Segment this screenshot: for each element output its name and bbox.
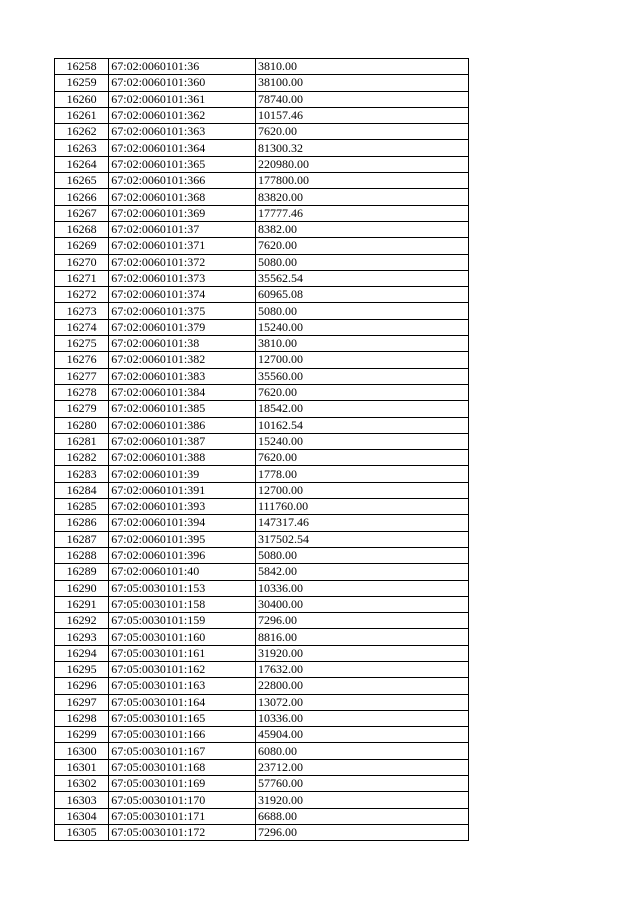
value-cell: 220980.00	[255, 156, 468, 172]
cadastral-number-cell: 67:02:0060101:396	[109, 547, 256, 563]
row-number-cell: 16266	[55, 189, 109, 205]
value-cell: 10336.00	[255, 710, 468, 726]
table-row	[55, 368, 469, 384]
cadastral-number-cell: 67:05:0030101:162	[109, 661, 256, 677]
value-cell: 7296.00	[255, 824, 468, 840]
table-row	[55, 759, 469, 775]
cadastral-number-cell: 67:02:0060101:374	[109, 287, 256, 303]
cadastral-number-cell: 67:02:0060101:40	[109, 564, 256, 580]
row-number-cell: 16287	[55, 531, 109, 547]
table-row	[55, 564, 469, 580]
value-cell: 7296.00	[255, 613, 468, 629]
value-cell: 7620.00	[255, 124, 468, 140]
cadastral-number-cell: 67:02:0060101:39	[109, 466, 256, 482]
cadastral-number-cell: 67:02:0060101:366	[109, 173, 256, 189]
row-number-cell: 16265	[55, 173, 109, 189]
table-row	[55, 254, 469, 270]
table-row	[55, 450, 469, 466]
table-row	[55, 140, 469, 156]
row-number-cell: 16293	[55, 629, 109, 645]
value-cell: 8816.00	[255, 629, 468, 645]
cadastral-number-cell: 67:02:0060101:36	[109, 59, 256, 75]
row-number-cell: 16294	[55, 645, 109, 661]
cadastral-number-cell: 67:02:0060101:363	[109, 124, 256, 140]
table-row	[55, 613, 469, 629]
cadastral-number-cell: 67:05:0030101:163	[109, 678, 256, 694]
value-cell: 10336.00	[255, 580, 468, 596]
table-row	[55, 59, 469, 75]
table-row	[55, 287, 469, 303]
cadastral-number-cell: 67:02:0060101:382	[109, 352, 256, 368]
table-row	[55, 694, 469, 710]
table-row	[55, 336, 469, 352]
value-cell: 5080.00	[255, 547, 468, 563]
cadastral-number-cell: 67:02:0060101:373	[109, 270, 256, 286]
cadastral-number-cell: 67:02:0060101:391	[109, 482, 256, 498]
row-number-cell: 16259	[55, 75, 109, 91]
cadastral-number-cell: 67:05:0030101:172	[109, 824, 256, 840]
value-cell: 35562.54	[255, 270, 468, 286]
value-cell: 6688.00	[255, 808, 468, 824]
table-row	[55, 91, 469, 107]
table-row	[55, 124, 469, 140]
cadastral-number-cell: 67:02:0060101:362	[109, 107, 256, 123]
value-cell: 45904.00	[255, 727, 468, 743]
row-number-cell: 16284	[55, 482, 109, 498]
row-number-cell: 16269	[55, 238, 109, 254]
table-row	[55, 270, 469, 286]
value-cell: 30400.00	[255, 596, 468, 612]
table-row	[55, 303, 469, 319]
row-number-cell: 16267	[55, 205, 109, 221]
cadastral-number-cell: 67:02:0060101:384	[109, 384, 256, 400]
table-row	[55, 433, 469, 449]
table-row	[55, 580, 469, 596]
table-row	[55, 727, 469, 743]
row-number-cell: 16302	[55, 776, 109, 792]
cadastral-number-cell: 67:02:0060101:386	[109, 417, 256, 433]
table-row	[55, 515, 469, 531]
row-number-cell: 16303	[55, 792, 109, 808]
value-cell: 81300.32	[255, 140, 468, 156]
value-cell: 35560.00	[255, 368, 468, 384]
row-number-cell: 16274	[55, 319, 109, 335]
value-cell: 17632.00	[255, 661, 468, 677]
row-number-cell: 16291	[55, 596, 109, 612]
value-cell: 5842.00	[255, 564, 468, 580]
cadastral-number-cell: 67:02:0060101:383	[109, 368, 256, 384]
cadastral-number-cell: 67:05:0030101:167	[109, 743, 256, 759]
row-number-cell: 16260	[55, 91, 109, 107]
table-row	[55, 107, 469, 123]
cadastral-number-cell: 67:05:0030101:161	[109, 645, 256, 661]
cadastral-number-cell: 67:02:0060101:369	[109, 205, 256, 221]
value-cell: 23712.00	[255, 759, 468, 775]
table-row	[55, 661, 469, 677]
table-row	[55, 205, 469, 221]
value-cell: 111760.00	[255, 499, 468, 515]
cadastral-number-cell: 67:05:0030101:164	[109, 694, 256, 710]
row-number-cell: 16304	[55, 808, 109, 824]
value-cell: 13072.00	[255, 694, 468, 710]
table-row	[55, 384, 469, 400]
row-number-cell: 16288	[55, 547, 109, 563]
value-cell: 7620.00	[255, 384, 468, 400]
cadastral-number-cell: 67:02:0060101:395	[109, 531, 256, 547]
row-number-cell: 16305	[55, 824, 109, 840]
row-number-cell: 16292	[55, 613, 109, 629]
value-cell: 15240.00	[255, 319, 468, 335]
table-row	[55, 824, 469, 840]
row-number-cell: 16276	[55, 352, 109, 368]
value-cell: 10157.46	[255, 107, 468, 123]
value-cell: 7620.00	[255, 450, 468, 466]
table-row	[55, 221, 469, 237]
cadastral-number-cell: 67:05:0030101:171	[109, 808, 256, 824]
cadastral-number-cell: 67:05:0030101:169	[109, 776, 256, 792]
row-number-cell: 16261	[55, 107, 109, 123]
row-number-cell: 16270	[55, 254, 109, 270]
row-number-cell: 16283	[55, 466, 109, 482]
table-row	[55, 417, 469, 433]
cadastral-number-cell: 67:02:0060101:37	[109, 221, 256, 237]
cadastral-number-cell: 67:05:0030101:159	[109, 613, 256, 629]
table-row	[55, 743, 469, 759]
table-row	[55, 596, 469, 612]
value-cell: 5080.00	[255, 254, 468, 270]
cadastral-value-table	[54, 58, 469, 841]
row-number-cell: 16281	[55, 433, 109, 449]
row-number-cell: 16264	[55, 156, 109, 172]
value-cell: 6080.00	[255, 743, 468, 759]
row-number-cell: 16289	[55, 564, 109, 580]
cadastral-number-cell: 67:02:0060101:379	[109, 319, 256, 335]
value-cell: 15240.00	[255, 433, 468, 449]
row-number-cell: 16286	[55, 515, 109, 531]
table-row	[55, 466, 469, 482]
row-number-cell: 16297	[55, 694, 109, 710]
value-cell: 60965.08	[255, 287, 468, 303]
cadastral-number-cell: 67:02:0060101:388	[109, 450, 256, 466]
table-row	[55, 808, 469, 824]
cadastral-number-cell: 67:02:0060101:371	[109, 238, 256, 254]
cadastral-number-cell: 67:05:0030101:160	[109, 629, 256, 645]
cadastral-number-cell: 67:02:0060101:372	[109, 254, 256, 270]
row-number-cell: 16277	[55, 368, 109, 384]
table-row	[55, 645, 469, 661]
value-cell: 3810.00	[255, 59, 468, 75]
row-number-cell: 16268	[55, 221, 109, 237]
value-cell: 57760.00	[255, 776, 468, 792]
cadastral-number-cell: 67:02:0060101:375	[109, 303, 256, 319]
cadastral-number-cell: 67:05:0030101:153	[109, 580, 256, 596]
value-cell: 147317.46	[255, 515, 468, 531]
table-row	[55, 482, 469, 498]
value-cell: 78740.00	[255, 91, 468, 107]
cadastral-number-cell: 67:05:0030101:170	[109, 792, 256, 808]
value-cell: 177800.00	[255, 173, 468, 189]
cadastral-number-cell: 67:02:0060101:360	[109, 75, 256, 91]
table-row	[55, 173, 469, 189]
value-cell: 31920.00	[255, 792, 468, 808]
value-cell: 317502.54	[255, 531, 468, 547]
value-cell: 17777.46	[255, 205, 468, 221]
cadastral-number-cell: 67:05:0030101:165	[109, 710, 256, 726]
cadastral-number-cell: 67:02:0060101:385	[109, 401, 256, 417]
value-cell: 22800.00	[255, 678, 468, 694]
cadastral-number-cell: 67:02:0060101:364	[109, 140, 256, 156]
row-number-cell: 16258	[55, 59, 109, 75]
row-number-cell: 16296	[55, 678, 109, 694]
table-row	[55, 776, 469, 792]
table-body	[55, 59, 469, 841]
cadastral-number-cell: 67:02:0060101:38	[109, 336, 256, 352]
value-cell: 10162.54	[255, 417, 468, 433]
table-row	[55, 352, 469, 368]
row-number-cell: 16300	[55, 743, 109, 759]
value-cell: 7620.00	[255, 238, 468, 254]
table-row	[55, 710, 469, 726]
table-row	[55, 75, 469, 91]
value-cell: 38100.00	[255, 75, 468, 91]
value-cell: 12700.00	[255, 482, 468, 498]
row-number-cell: 16298	[55, 710, 109, 726]
value-cell: 83820.00	[255, 189, 468, 205]
table-row	[55, 678, 469, 694]
value-cell: 5080.00	[255, 303, 468, 319]
value-cell: 8382.00	[255, 221, 468, 237]
row-number-cell: 16271	[55, 270, 109, 286]
row-number-cell: 16279	[55, 401, 109, 417]
cadastral-number-cell: 67:02:0060101:387	[109, 433, 256, 449]
table-row	[55, 499, 469, 515]
value-cell: 31920.00	[255, 645, 468, 661]
table-row	[55, 238, 469, 254]
row-number-cell: 16262	[55, 124, 109, 140]
cadastral-number-cell: 67:02:0060101:393	[109, 499, 256, 515]
row-number-cell: 16263	[55, 140, 109, 156]
row-number-cell: 16282	[55, 450, 109, 466]
table-row	[55, 792, 469, 808]
value-cell: 12700.00	[255, 352, 468, 368]
table-row	[55, 547, 469, 563]
table-row	[55, 629, 469, 645]
row-number-cell: 16275	[55, 336, 109, 352]
cadastral-number-cell: 67:02:0060101:394	[109, 515, 256, 531]
row-number-cell: 16295	[55, 661, 109, 677]
table-row	[55, 189, 469, 205]
value-cell: 3810.00	[255, 336, 468, 352]
cadastral-number-cell: 67:02:0060101:365	[109, 156, 256, 172]
table-row	[55, 156, 469, 172]
cadastral-number-cell: 67:05:0030101:166	[109, 727, 256, 743]
cadastral-number-cell: 67:05:0030101:168	[109, 759, 256, 775]
row-number-cell: 16273	[55, 303, 109, 319]
table-row	[55, 401, 469, 417]
cadastral-number-cell: 67:05:0030101:158	[109, 596, 256, 612]
row-number-cell: 16299	[55, 727, 109, 743]
row-number-cell: 16272	[55, 287, 109, 303]
cadastral-number-cell: 67:02:0060101:368	[109, 189, 256, 205]
row-number-cell: 16285	[55, 499, 109, 515]
value-cell: 18542.00	[255, 401, 468, 417]
row-number-cell: 16280	[55, 417, 109, 433]
value-cell: 1778.00	[255, 466, 468, 482]
table-row	[55, 531, 469, 547]
row-number-cell: 16278	[55, 384, 109, 400]
row-number-cell: 16290	[55, 580, 109, 596]
cadastral-number-cell: 67:02:0060101:361	[109, 91, 256, 107]
row-number-cell: 16301	[55, 759, 109, 775]
table-row	[55, 319, 469, 335]
